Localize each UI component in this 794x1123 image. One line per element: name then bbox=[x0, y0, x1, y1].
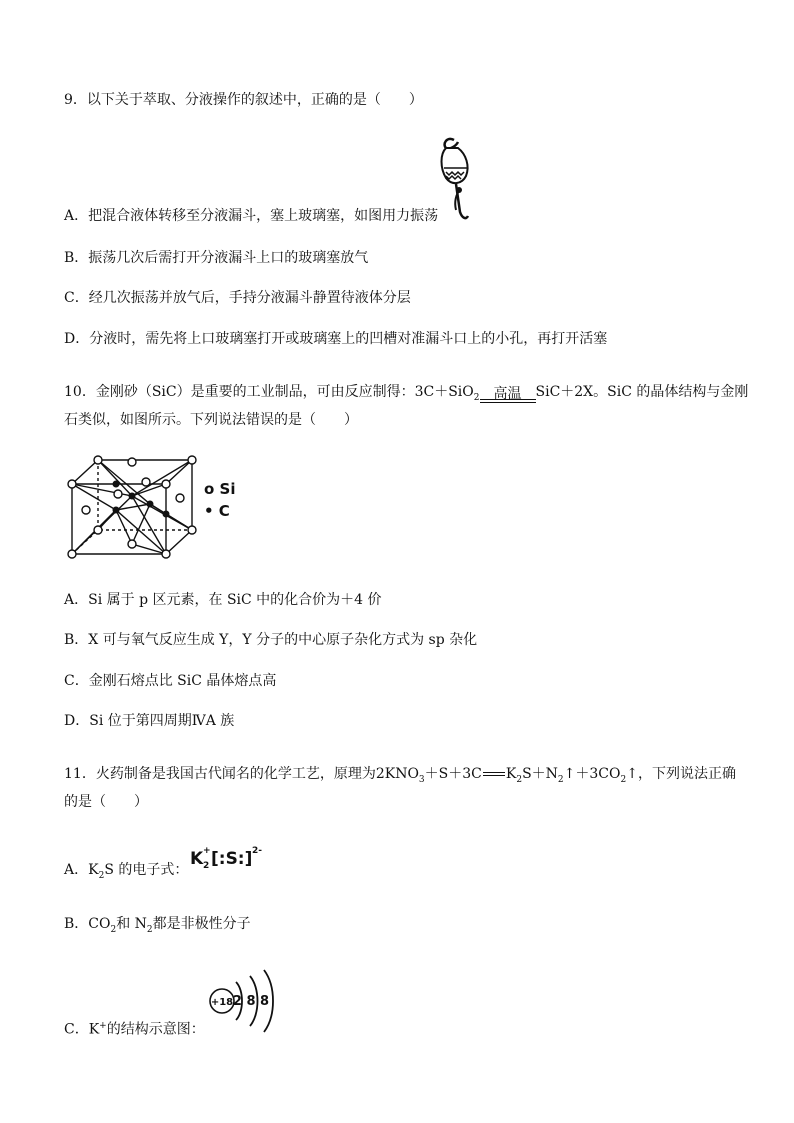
question-10-stem-line1 bbox=[64, 382, 748, 408]
q11-option-a-prefix: A．K bbox=[64, 862, 99, 878]
electron-shells: 2 8 8 bbox=[232, 994, 270, 1009]
q11-option-a-subscript: 2 bbox=[98, 870, 105, 881]
q11-stem-prefix: 11．火药制备是我国古代闻名的化学工艺，原理为 bbox=[64, 766, 376, 782]
q10-option-b: B．X 可与氧气反应生成 Y，Y 分子的中心原子杂化方式为 sp 杂化 bbox=[64, 632, 478, 648]
q11-option-b-subscript-1: 2 bbox=[110, 924, 117, 935]
q11-product-1: K bbox=[505, 766, 517, 782]
q10-reaction-condition: 高温 bbox=[493, 385, 522, 402]
q11-product-3: ↑＋3CO bbox=[563, 766, 621, 782]
sic-crystal-structure-diagram bbox=[62, 452, 212, 564]
k-ion-structure-diagram bbox=[206, 966, 282, 1034]
question-11-stem-line2: 的是（ ） bbox=[64, 794, 148, 810]
q11-product-2-subscript: 2 bbox=[557, 774, 564, 785]
q10-stem-suffix: 。SiC 的晶体结构与金刚 bbox=[593, 384, 749, 400]
q11-reactant-1: 2KNO bbox=[375, 766, 419, 782]
q11-option-b-part2: 和 N bbox=[116, 916, 147, 932]
q10-equation-left: 3C＋SiO bbox=[414, 384, 474, 400]
q11-option-a bbox=[64, 860, 188, 886]
q11-option-c bbox=[64, 1016, 205, 1040]
q11-option-a-suffix: S 的电子式： bbox=[104, 862, 189, 878]
q9-option-c: C．经几次振荡并放气后，手持分液漏斗静置待液体分层 bbox=[64, 290, 411, 306]
electron-formula-k-charge: + bbox=[203, 846, 211, 856]
q10-reaction-arrow bbox=[480, 385, 536, 408]
legend-c: • C bbox=[204, 502, 230, 520]
q10-equation-right: SiC＋2X bbox=[535, 384, 594, 400]
q11-product-3-subscript: 2 bbox=[620, 774, 627, 785]
q10-option-a: A．Si 属于 p 区元素，在 SiC 中的化合价为＋4 价 bbox=[64, 592, 382, 608]
electron-formula-k-subscript: 2 bbox=[203, 861, 210, 871]
question-11-stem-line1 bbox=[64, 764, 736, 790]
q11-option-b-subscript-2: 2 bbox=[146, 924, 153, 935]
q11-reactant-2: ＋S＋3C bbox=[424, 766, 482, 782]
q11-option-b bbox=[64, 914, 251, 940]
q10-option-c: C．金刚石熔点比 SiC 晶体熔点高 bbox=[64, 673, 277, 689]
nucleus-charge: +18 bbox=[210, 997, 234, 1008]
q11-option-b-part3: 都是非极性分子 bbox=[152, 916, 251, 932]
electron-formula-k: K bbox=[190, 849, 204, 869]
q11-option-c-suffix: 的结构示意图： bbox=[106, 1021, 205, 1038]
q11-reactant-1-subscript: 3 bbox=[418, 774, 425, 785]
question-10-stem-line2: 石类似，如图所示。下列说法错误的是（ ） bbox=[64, 412, 358, 428]
q11-option-c-superscript: + bbox=[99, 1021, 107, 1031]
q9-option-b: B．振荡几次后需打开分液漏斗上口的玻璃塞放气 bbox=[64, 250, 369, 266]
q10-option-d: D．Si 位于第四周期ⅣA 族 bbox=[64, 713, 235, 729]
question-9-stem: 9．以下关于萃取、分液操作的叙述中，正确的是（ ） bbox=[64, 92, 423, 108]
q11-option-c-prefix: C．K bbox=[64, 1021, 100, 1038]
q11-product-2: S＋N bbox=[522, 766, 558, 782]
q10-equation-left-subscript: 2 bbox=[473, 392, 480, 403]
q11-stem-suffix: ，下列说法正确 bbox=[637, 766, 736, 782]
q11-product-1-subscript: 2 bbox=[516, 774, 523, 785]
q11-option-b-part1: B．CO bbox=[64, 916, 111, 932]
electron-formula-charge: 2- bbox=[252, 846, 262, 856]
electron-formula-sulfide: [:S:] bbox=[211, 849, 253, 869]
q9-option-a: A．把混合液体转移至分液漏斗，塞上玻璃塞，如图用力振荡 bbox=[64, 208, 439, 224]
k2s-electron-formula bbox=[190, 842, 270, 872]
legend-si: o Si bbox=[204, 480, 236, 498]
q11-equals-sign bbox=[483, 772, 505, 776]
q11-product-4: ↑ bbox=[626, 766, 638, 782]
q10-stem-prefix: 10．金刚砂（SiC）是重要的工业制品，可由反应制得： bbox=[64, 384, 415, 400]
q9-option-d: D．分液时，需先将上口玻璃塞打开或玻璃塞上的凹槽对准漏斗口上的小孔，再打开活塞 bbox=[64, 331, 608, 347]
separatory-funnel-shaking-illustration bbox=[432, 132, 480, 224]
